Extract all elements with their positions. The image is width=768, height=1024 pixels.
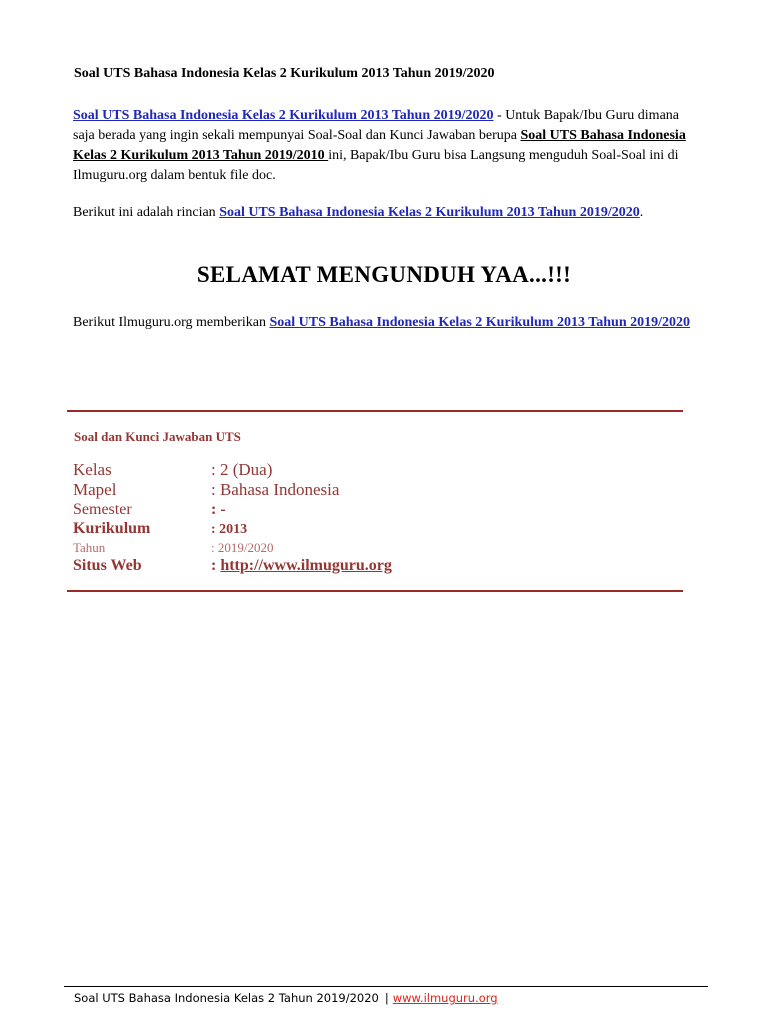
footer-separator: | [384, 991, 389, 1005]
provide-text: Berikut Ilmuguru.org memberikan [73, 315, 270, 330]
detail-link[interactable]: Soal UTS Bahasa Indonesia Kelas 2 Kurikulum 2013 Tahun 2019/2020 [219, 205, 640, 220]
info-key-kelas: Kelas [73, 460, 112, 479]
intro-link-2[interactable]: Soal UTS Bahasa Indonesia Kelas 2 Kurikulum 2013 Tahun 2019/2010 [73, 128, 686, 163]
info-table [73, 460, 392, 576]
info-value-kurikulum: : 2013 [211, 522, 248, 537]
info-value-tahun: : 2019/2020 [211, 540, 274, 555]
info-row-mapel [73, 480, 392, 500]
intro-text-1: - Untuk Bapak/Ibu Guru dimana saja berada yang ingin sekali mempunyai Soal-Soal dan Kunci Jawaban berupa [73, 108, 679, 143]
intro-link-1[interactable]: Soal UTS Bahasa Indonesia Kelas 2 Kurikulum 2013 Tahun 2019/2020 [73, 108, 494, 123]
intro-text-2: ini, Bapak/Ibu Guru bisa Langsung menguduh Soal-Soal ini di Ilmuguru.org dalam bentuk file doc. [73, 148, 679, 183]
intro-paragraph [73, 106, 698, 186]
info-caption: Soal dan Kunci Jawaban UTS [74, 429, 241, 444]
info-value-situs-web [211, 556, 392, 576]
detail-text: Berikut ini adalah rincian [73, 205, 220, 220]
info-top-divider [67, 410, 683, 412]
info-row-situs-web [73, 556, 392, 576]
detail-paragraph [73, 203, 698, 223]
info-key-tahun: Tahun [73, 540, 106, 555]
info-key-kurikulum: Kurikulum [73, 520, 151, 537]
info-row-kurikulum [73, 519, 392, 540]
info-key-semester: Semester [73, 501, 132, 518]
info-value-mapel: : Bahasa Indonesia [211, 480, 340, 499]
detail-end: . [639, 205, 644, 220]
info-row-semester [73, 500, 392, 519]
provide-paragraph [73, 313, 698, 333]
footer-link[interactable]: www.ilmuguru.org [392, 991, 498, 1005]
info-row-kelas [73, 460, 392, 480]
info-value-semester: : - [211, 501, 226, 518]
footer-text: Soal UTS Bahasa Indonesia Kelas 2 Tahun 2019/2020 [74, 991, 379, 1005]
download-heading: SELAMAT MENGUNDUH YAA...!!! [196, 262, 572, 287]
info-bottom-divider [67, 590, 683, 592]
info-value-prefix: : [211, 557, 221, 574]
info-value-kelas: : 2 (Dua) [211, 460, 273, 479]
info-key-situs-web: Situs Web [73, 557, 142, 574]
document-title: Soal UTS Bahasa Indonesia Kelas 2 Kurikulum 2013 Tahun 2019/2020 [74, 66, 495, 81]
page-footer [74, 991, 498, 1005]
provide-link[interactable]: Soal UTS Bahasa Indonesia Kelas 2 Kurikulum 2013 Tahun 2019/2020 [269, 315, 691, 330]
footer-divider [64, 986, 708, 987]
website-link[interactable]: http://www.ilmuguru.org [220, 557, 392, 574]
info-row-tahun [73, 540, 392, 556]
info-key-mapel: Mapel [73, 480, 117, 499]
